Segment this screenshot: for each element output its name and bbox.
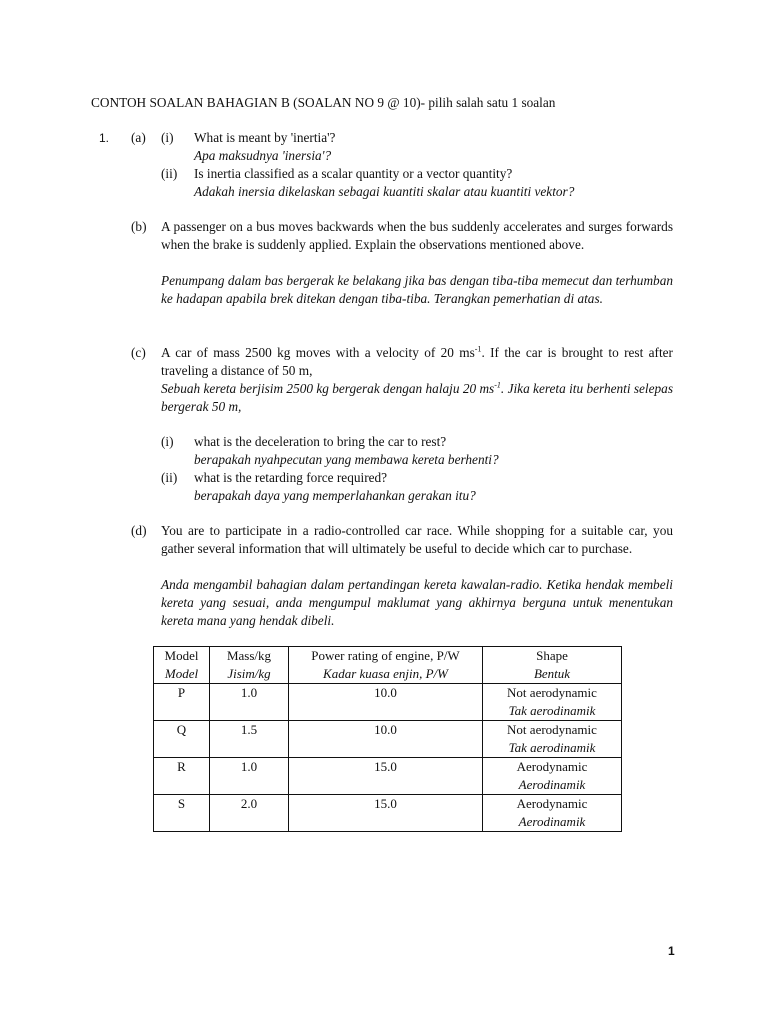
cell-power: 15.0 [289,758,483,795]
part-c-ii-label: (ii) [161,470,178,485]
header-shape: Shape Bentuk [483,647,622,684]
part-b-malay: Penumpang dalam bas bergerak ke belakang jika bas dengan tiba-tiba memecut dan terhumban ke hadapan apabila brek ditekan dengan tiba-tiba. Terangkan pemerhatian di atas. [161,273,673,306]
part-d-english: You are to participate in a radio-controlled car race. While shopping for a suitable car, you gather several information that will ultimately be useful to decide which car to purchase. [161,523,673,556]
cell-model: Q [154,721,210,758]
cell-shape: Not aerodynamic Tak aerodinamik [483,721,622,758]
page-number: 1 [668,944,675,958]
part-a-i-english: What is meant by 'inertia'? [194,130,336,145]
cell-power: 10.0 [289,684,483,721]
part-c-i-english: what is the deceleration to bring the car to rest? [194,434,447,449]
part-c-i-malay: berapakah nyahpecutan yang membawa kereta berhenti? [194,452,499,467]
part-a-ii-label: (ii) [161,166,178,181]
header-model: Model Model [154,647,210,684]
cell-model: S [154,795,210,832]
cell-mass: 1.5 [210,721,289,758]
table-row [154,721,622,758]
part-c-ii-malay: berapakah daya yang memperlahankan gerakan itu? [194,488,476,503]
cell-model: P [154,684,210,721]
table-row [154,758,622,795]
question-number: 1. [99,131,110,145]
part-c-i-label: (i) [161,434,174,449]
part-b-label: (b) [131,219,147,234]
cell-mass: 1.0 [210,684,289,721]
header-mass: Mass/kg Jisim/kg [210,647,289,684]
car-data-table [153,646,622,832]
part-d-label: (d) [131,523,147,538]
part-a-label: (a) [131,130,146,145]
cell-shape: Not aerodynamic Tak aerodinamik [483,684,622,721]
part-a-i-malay: Apa maksudnya 'inersia'? [194,148,332,163]
cell-mass: 2.0 [210,795,289,832]
cell-shape: Aerodynamic Aerodinamik [483,758,622,795]
part-c-malay: Sebuah kereta berjisim 2500 kg bergerak dengan halaju 20 $ms^{-1}$. Jika kereta itu berhenti selepas bergerak 50 m, [161,380,674,414]
part-a-ii-english: Is inertia classified as a scalar quantity or a vector quantity? [194,166,513,181]
part-b-english: A passenger on a bus moves backwards when the bus suddenly accelerates and surges forwards when the brake is suddenly applied. Explain the observations mentioned above. [161,219,673,252]
cell-mass: 1.0 [210,758,289,795]
part-d-malay: Anda mengambil bahagian dalam pertandingan kereta kawalan-radio. Ketika hendak membeli kereta yang sesuai, anda mengumpul maklumat yang akhirnya berguna untuk menentukan kereta mana yang hendak dibeli. [161,577,673,628]
cell-model: R [154,758,210,795]
part-c-english: A car of mass 2500 kg moves with a velocity of 20 $ms^{-1}$. If the car is brought to rest after traveling a distance of 50 m, [161,344,673,378]
cell-power: 15.0 [289,795,483,832]
table-row [154,684,622,721]
header-power: Power rating of engine, P/W Kadar kuasa enjin, P/W [289,647,483,684]
cell-power: 10.0 [289,721,483,758]
table-header-row [154,647,622,684]
part-c-label: (c) [131,345,146,360]
part-c-ii-english: what is the retarding force required? [194,470,388,485]
part-a-i-label: (i) [161,130,174,145]
cell-shape: Aerodynamic Aerodinamik [483,795,622,832]
page-heading: CONTOH SOALAN BAHAGIAN B (SOALAN NO 9 @ 10)- pilih salah satu 1 soalan [91,95,556,110]
table-row [154,795,622,832]
part-a-ii-malay: Adakah inersia dikelaskan sebagai kuantiti skalar atau kuantiti vektor? [194,184,575,199]
